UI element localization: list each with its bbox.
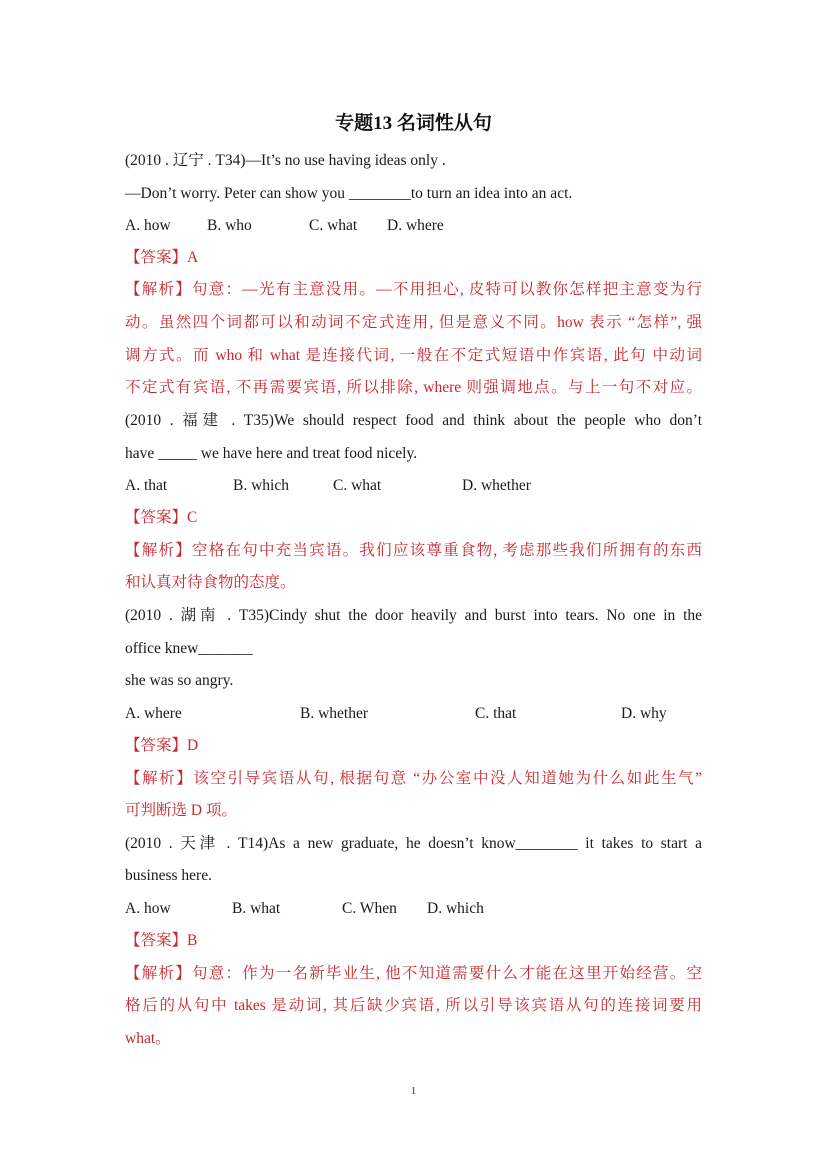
- option-d: D. which: [427, 900, 484, 917]
- question-4-analysis-line-3: what。: [125, 1030, 171, 1047]
- question-1-stem-line-1: (2010 . 辽宁 . T34)—It’s no use having ideas only .: [125, 152, 446, 169]
- question-1-analysis-line-1: 【解析】句意：—光有主意没用。—不用担心, 皮特可以教你怎样把主意变为行: [125, 281, 702, 298]
- question-3-stem-line-2: office knew_______: [125, 640, 253, 657]
- option-b: B. what: [232, 900, 281, 917]
- question-3-stem-line-3: she was so angry.: [125, 672, 234, 689]
- option-a: A. that: [125, 477, 168, 494]
- option-a: A. how: [125, 900, 171, 917]
- option-c: C. that: [475, 705, 517, 722]
- question-1-analysis-line-3: 调方式。而 who 和 what 是连接代词, 一般在不定式短语中作宾语, 此句 中动词: [125, 347, 702, 364]
- question-2-stem-line-1: (2010 . 福建 . T35)We should respect food and think about the people who don’t: [125, 412, 702, 429]
- question-3-analysis-line-1: 【解析】该空引导宾语从句, 根据句意 “办公室中没人知道她为什么如此生气”: [125, 770, 702, 787]
- question-2-analysis-line-1: 【解析】空格在句中充当宾语。我们应该尊重食物, 考虑那些我们所拥有的东西: [125, 542, 702, 559]
- option-a: A. how: [125, 217, 171, 234]
- question-3-answer: 【答案】D: [125, 737, 199, 754]
- question-2-stem-line-2: have _____ we have here and treat food nicely.: [125, 445, 418, 462]
- option-a: A. where: [125, 705, 182, 722]
- question-1-analysis-line-2: 动。虽然四个词都可以和动词不定式连用, 但是意义不同。how 表示 “怎样”, 强: [125, 314, 702, 331]
- option-b: B. which: [233, 477, 289, 494]
- option-d: D. why: [621, 705, 667, 722]
- page-number: 1: [410, 1085, 417, 1097]
- question-4-analysis-line-1: 【解析】句意：作为一名新毕业生, 他不知道需要什么才能在这里开始经营。空: [125, 965, 702, 982]
- question-4-analysis-line-2: 格后的从句中 takes 是动词, 其后缺少宾语, 所以引导该宾语从句的连接词要用: [125, 997, 702, 1014]
- option-b: B. who: [207, 217, 252, 234]
- question-4-stem-line-1: (2010 . 天津 . T14)As a new graduate, he doesn’t know________ it takes to start a: [125, 835, 702, 852]
- page-title: 专题13 名词性从句: [335, 113, 492, 134]
- question-1-analysis-line-4: 不定式有宾语, 不再需要宾语, 所以排除, where 则强调地点。与上一句不对应。: [125, 379, 702, 396]
- option-c: C. what: [333, 477, 382, 494]
- question-3-stem-line-1: (2010 . 湖南 . T35)Cindy shut the door heavily and burst into tears. No one in the: [125, 607, 702, 624]
- option-d: D. where: [387, 217, 444, 234]
- question-3-analysis-line-2: 可判断选 D 项。: [125, 802, 237, 819]
- question-2-answer: 【答案】C: [125, 509, 198, 526]
- option-c: C. what: [309, 217, 358, 234]
- question-2-analysis-line-2: 和认真对待食物的态度。: [125, 574, 296, 591]
- question-4-stem-line-2: business here.: [125, 867, 212, 884]
- question-4-answer: 【答案】B: [125, 932, 198, 949]
- option-c: C. When: [342, 900, 397, 917]
- question-1-answer: 【答案】A: [125, 249, 199, 266]
- option-d: D. whether: [462, 477, 531, 494]
- question-1-stem-line-2: —Don’t worry. Peter can show you ________to turn an idea into an act.: [125, 185, 573, 202]
- option-b: B. whether: [300, 705, 369, 722]
